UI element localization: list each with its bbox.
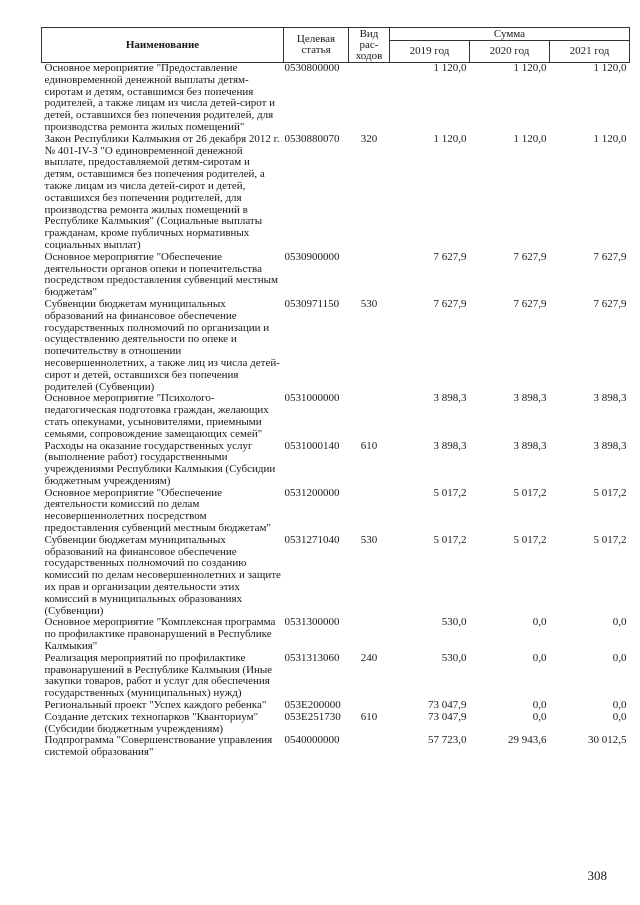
row-expense-type: 530 [360,297,378,310]
row-name: Расходы на оказание государственных услуг (выполнение работ) государственными учреждениями Республики Калмыкия (Субсидии бюджетным учреждениям) [44,439,276,487]
table-body [42,63,630,760]
header-2019: 2019 год [390,41,470,63]
row-sum-2020: 1 120,0 [513,132,547,145]
row-sum-2019: 7 627,9 [433,297,467,310]
row-code: 0531000140 [284,439,340,452]
row-code: 0531200000 [284,486,340,499]
row-sum-2020: 7 627,9 [513,297,547,310]
row-sum-2021: 0,0 [612,710,627,723]
row-sum-2021: 0,0 [612,616,627,629]
row-expense-type: 610 [360,439,378,452]
row-name: Основное мероприятие "Комплексная программа по профилактике правонарушений в Республике Калмыкия" [44,616,276,653]
table-row [42,488,630,535]
table-row [42,653,630,700]
row-expense-type [349,63,390,134]
row-name: Подпрограмма "Совершенствование управления системой образования" [44,734,273,759]
row-expense-type: 320 [360,132,378,145]
row-expense-type: 240 [360,651,378,664]
row-name: Региональный проект "Успех каждого ребенка" [44,699,267,712]
row-sum-2019: 73 047,9 [428,699,467,712]
row-sum-2019: 530,0 [441,616,467,629]
table-row [42,299,630,393]
row-sum-2019: 57 723,0 [428,734,467,747]
row-expense-type [349,735,390,759]
page-number: 308 [587,868,607,883]
header-sum: Сумма [390,28,630,41]
row-name: Основное мероприятие "Обеспечение деятельности комиссий по делам несовершеннолетних посредством предоставления субвенций местным бюджетам" [44,486,271,535]
row-sum-2019: 5 017,2 [433,486,467,499]
row-sum-2020: 0,0 [532,616,547,629]
row-sum-2020: 0,0 [532,710,547,723]
row-expense-type: 610 [360,710,378,723]
row-code: 0540000000 [284,734,340,747]
header-expense-type: Вид рас-ходов [349,28,390,63]
row-sum-2021: 30 012,5 [588,734,627,747]
table-row [42,393,630,440]
table-row [42,134,630,252]
row-sum-2020: 3 898,3 [513,392,547,405]
row-sum-2019: 1 120,0 [433,132,467,145]
table-row [42,712,630,736]
row-name: Закон Республики Калмыкия от 26 декабря 2012 г. № 401-IV-З "О единовременной денежной выплате, предоставляемой детям-сиротам и детям, оставшимся без попечения родителей, а также лицам из числа детей-сирот и детей, оставшихся без попечения родителей, для производства ремонта жилых помещений в Республике Калмыкия" (Социальные выплаты гражданам, кроме публичных нормативных социальных выплат) [44,132,280,251]
row-code: 0531271040 [284,533,340,546]
budget-table [41,27,630,759]
row-sum-2021: 3 898,3 [593,392,627,405]
table-row [42,617,630,652]
row-name: Субвенции бюджетам муниципальных образований на финансовое обеспечение государственных полномочий по организации и осуществлению деятельности по опеке и попечительству в отношении несовершеннолетних, а также лиц из числа детей-сирот и детей, оставшихся без попечения родителей (Субвенции) [44,297,280,393]
row-sum-2021: 7 627,9 [593,297,627,310]
row-name: Реализация мероприятий по профилактике правонарушений в Республике Калмыкия (Иные закупки товаров, работ и услуг для обеспечения государственных (муниципальных) нужд) [44,651,273,700]
row-name: Основное мероприятие "Предоставление единовременной денежной выплаты детям-сиротам и детям, оставшимся без попечения родителей, а также лицам из числа детей-сирот и детей, оставшихся без попечения родителей, для производства ремонта жилых помещений" [44,62,276,133]
table-row [42,63,630,134]
row-code: 0530971150 [284,297,340,310]
row-sum-2021: 3 898,3 [593,439,627,452]
row-sum-2019: 1 120,0 [433,62,467,74]
row-code: 0530900000 [284,250,340,263]
row-sum-2021: 5 017,2 [593,486,627,499]
header-2020: 2020 год [470,41,550,63]
table-row [42,252,630,299]
row-sum-2020: 7 627,9 [513,250,547,263]
row-code: 0530800000 [284,62,340,74]
table-row [42,735,630,759]
row-sum-2020: 29 943,6 [508,734,547,747]
row-expense-type: 530 [360,533,378,546]
row-expense-type [349,393,390,440]
table-header [42,28,630,63]
row-expense-type [349,617,390,652]
row-sum-2020: 0,0 [532,699,547,712]
row-code: 0530880070 [284,132,340,145]
row-name: Основное мероприятие "Психолого-педагогическая подготовка граждан, желающих стать опекунами, усыновителями, приемными семьями, сопровождение замещающих семей" [44,392,269,440]
row-sum-2021: 5 017,2 [593,533,627,546]
row-name: Субвенции бюджетам муниципальных образований на финансовое обеспечение государственных полномочий по созданию комиссий по делам несовершеннолетних и защите их прав и организации деятельности этих комиссий в муниципальных образованиях (Субвенции) [44,533,281,617]
header-name: Наименование [42,28,284,63]
row-sum-2020: 1 120,0 [513,62,547,74]
row-sum-2021: 0,0 [612,699,627,712]
row-sum-2019: 7 627,9 [433,250,467,263]
row-code: 0531300000 [284,616,340,629]
row-sum-2021: 7 627,9 [593,250,627,263]
table-row [42,535,630,618]
row-code: 053E251730 [284,710,341,723]
row-code: 0531313060 [284,651,340,664]
row-code: 0531000000 [284,392,340,405]
table-row [42,441,630,488]
row-code: 053E200000 [284,699,341,712]
header-code: Целевая статья [284,28,349,63]
row-sum-2020: 3 898,3 [513,439,547,452]
header-2021: 2021 год [550,41,630,63]
row-sum-2019: 5 017,2 [433,533,467,546]
row-sum-2019: 73 047,9 [428,710,467,723]
row-name: Создание детских технопарков "Кванториум" (Субсидии бюджетным учреждениям) [44,710,259,735]
row-sum-2021: 1 120,0 [593,132,627,145]
row-sum-2021: 0,0 [612,651,627,664]
row-name: Основное мероприятие "Обеспечение деятельности органов опеки и попечительства посредством предоставления субвенций местным бюджетам" [44,250,278,299]
row-sum-2019: 530,0 [441,651,467,664]
row-sum-2020: 5 017,2 [513,533,547,546]
row-expense-type [349,488,390,535]
row-sum-2021: 1 120,0 [593,62,627,74]
row-sum-2019: 3 898,3 [433,439,467,452]
row-sum-2020: 0,0 [532,651,547,664]
row-expense-type [349,252,390,299]
row-sum-2019: 3 898,3 [433,392,467,405]
row-sum-2020: 5 017,2 [513,486,547,499]
